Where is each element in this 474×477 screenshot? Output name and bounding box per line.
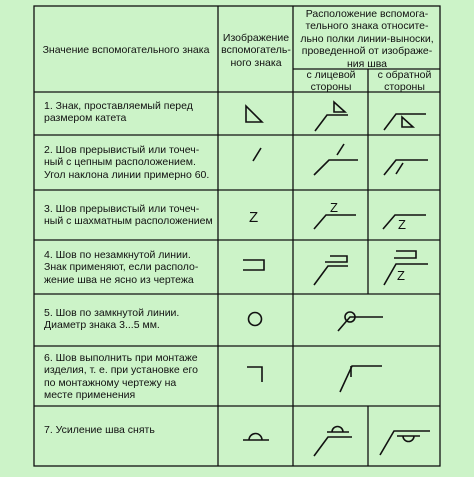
header-front-side: с лицевой стороны — [306, 69, 356, 94]
row-6-text: 6. Шов выполнить при монтаже изделия, т. е. при установке его по монтажному чертежу на месте применения — [44, 352, 198, 402]
z-back-row4-icon: Z — [397, 268, 405, 283]
leader-line-front-2 — [314, 160, 358, 175]
row-1-text: 1. Знак, проставляемый перед размером катета — [44, 100, 193, 125]
row-4-text: 4. Шов по незамкнутой линии. Знак применяют, если располо- жение шва не ясно из чертежа — [44, 249, 199, 286]
row-3-text: 3. Шов прерывистый или точеч- ный с шахматным расположением — [44, 203, 213, 228]
triangle-front-icon — [334, 102, 345, 112]
leader-line-front-1 — [315, 115, 348, 131]
leader-line-front-3 — [314, 215, 356, 229]
circle-mark — [249, 313, 262, 326]
triangle-mark — [246, 106, 262, 122]
flag-mark — [247, 367, 262, 382]
reinforcement-mark — [249, 434, 262, 441]
z-mark: Z — [249, 209, 259, 226]
bracket-front-icon — [325, 256, 347, 262]
reinforcement-front-icon — [332, 427, 343, 433]
row-7-text: 7. Усиление шва снять — [44, 424, 155, 436]
row-5-text: 5. Шов по замкнутой линии. Диаметр знака 3...5 мм. — [44, 307, 180, 332]
slash-mark — [253, 148, 261, 161]
slash-front-icon — [337, 144, 344, 155]
leader-line-back-2 — [384, 160, 428, 175]
reinforcement-back-icon — [403, 436, 414, 442]
header-back-side: с обратной стороны — [377, 69, 432, 94]
bracket-back-icon — [394, 251, 416, 258]
leader-line-front-4 — [314, 266, 348, 285]
z-back-icon: Z — [398, 217, 406, 232]
open-bracket-mark — [243, 260, 264, 270]
header-meaning: Значение вспомогательного знака — [42, 44, 210, 56]
leader-line-6 — [340, 366, 382, 392]
leader-line-front-7 — [314, 437, 352, 456]
row-2-text: 2. Шов прерывистый или точеч- ный с цепным расположением. Угол наклона линии примерно 60. — [44, 144, 210, 181]
header-position: Расположение вспомога- тельного знака относите- льно полки линии-выноски, проведенной от изображе- ния шва — [300, 8, 434, 70]
leader-line-back-4 — [384, 264, 428, 285]
z-front-icon: Z — [330, 200, 338, 215]
leader-line-back-7 — [380, 431, 430, 455]
header-symbol-image: Изображение вспомогатель- ного знака — [221, 32, 291, 69]
slash-back-icon — [396, 163, 403, 174]
triangle-back-icon — [402, 117, 413, 127]
